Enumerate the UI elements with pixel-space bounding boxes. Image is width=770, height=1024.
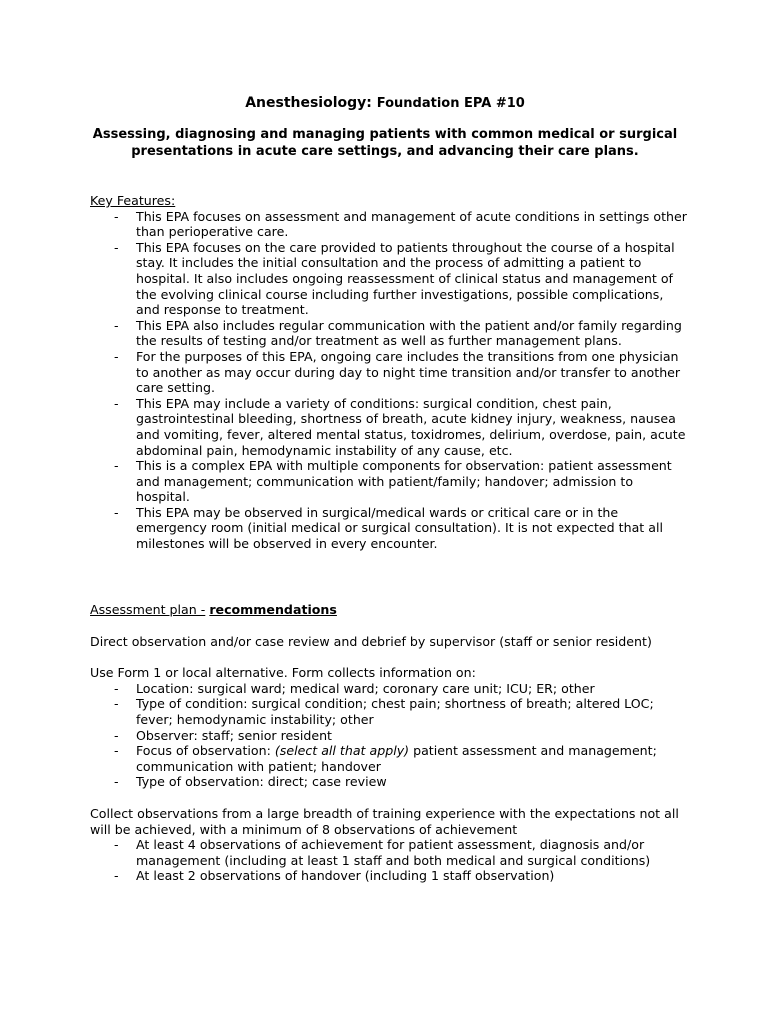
list-item: - Location: surgical ward; medical ward; coronary care unit; ICU; ER; other [90, 681, 690, 697]
direct-observation-text: Direct observation and/or case review and debrief by supervisor (staff or senior resident) [90, 633, 652, 649]
collect-items-list [90, 837, 690, 884]
list-item: - This EPA may be observed in surgical/medical wards or critical care or in the emergency room (initial medical or surgical consultation). It is not expected that all milestones will be observed in every encounter. [90, 505, 690, 552]
assessment-heading-bold: recommendations [209, 602, 337, 617]
list-item: - This EPA focuses on the care provided to patients throughout the course of a hospital stay. It includes the initial consultation and the process of admitting a patient to hospital. It also includes ongoing reassessment of clinical status and management of the evolving clinical course including further investigations, possible complications, and response to treatment. [90, 240, 690, 318]
form-items-list [90, 681, 690, 790]
page-title [0, 95, 770, 112]
collect-intro-text: Collect observations from a large breadth of training experience with the expectations not all will be achieved, with a minimum of 8 observations of achievement [90, 805, 679, 837]
key-features-heading: Key Features: [90, 193, 176, 208]
focus-prefix: Focus of observation: [136, 743, 271, 759]
key-features-list [90, 209, 690, 552]
list-item: - Type of condition: surgical condition; chest pain; shortness of breath; altered LOC; fever; hemodynamic instability; other [90, 696, 690, 727]
list-item: - Observer: staff; senior resident [90, 728, 690, 744]
list-item: - This EPA may include a variety of conditions: surgical condition, chest pain, gastrointestinal bleeding, shortness of breath, acute kidney injury, weakness, nausea and vomiting, fever, altered mental status, toxidromes, delirium, overdose, pain, acute abdominal pain, hemodynamic instability of any cause, etc. [90, 396, 690, 458]
list-item: - This EPA also includes regular communication with the patient and/or family regarding the results of testing and/or treatment as well as further management plans. [90, 318, 690, 349]
assessment-section [90, 602, 690, 884]
list-item: - This EPA focuses on assessment and management of acute conditions in settings other than perioperative care. [90, 209, 690, 240]
page-subtitle: Assessing, diagnosing and managing patients with common medical or surgical presentations in acute care settings, and advancing their care plans. [92, 127, 678, 159]
list-item [90, 743, 690, 774]
form-intro-text: Use Form 1 or local alternative. Form collects information on: [90, 665, 476, 681]
list-item: - At least 2 observations of handover (including 1 staff observation) [90, 868, 690, 884]
list-item: - Type of observation: direct; case review [90, 774, 690, 790]
list-item: - This is a complex EPA with multiple components for observation: patient assessment and management; communication with patient/family; handover; admission to hospital. [90, 458, 690, 505]
list-item: - At least 4 observations of achievement for patient assessment, diagnosis and/or management (including at least 1 staff and both medical and surgical conditions) [90, 837, 690, 868]
title-epa: Foundation EPA #10 [376, 96, 525, 111]
title-specialty: Anesthesiology: [245, 95, 372, 111]
key-features-section [90, 193, 690, 552]
list-item: - For the purposes of this EPA, ongoing care includes the transitions from one physician to another as may occur during day to night time transition and/or transfer to another care setting. [90, 349, 690, 396]
assessment-heading [90, 602, 690, 618]
assessment-heading-plain: Assessment plan - [90, 602, 206, 617]
focus-italic: (select all that apply) [274, 743, 410, 759]
focus-rest: patient assessment and management; communication with patient; handover [136, 743, 657, 774]
